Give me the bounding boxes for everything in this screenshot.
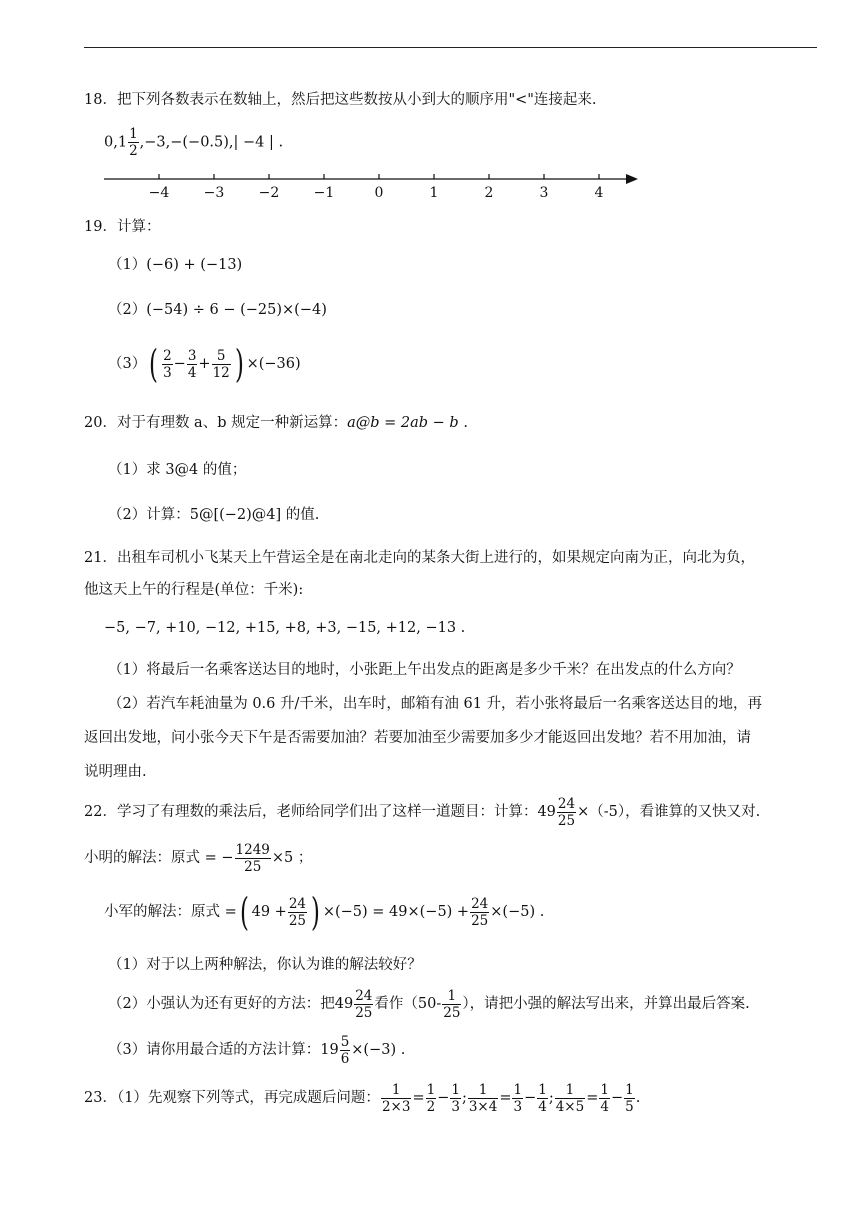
q21-line2: 他这天上午的行程是(单位：千米): <box>84 582 304 598</box>
q18-numbers-before: 0,1 <box>104 134 128 151</box>
q22-jun-fraction2: $\frac{24}{25}$ <box>471 895 489 929</box>
q22-mixed-int: 49 <box>537 804 556 820</box>
q22-part3-fraction: $\frac{5}{6}$ <box>340 1033 350 1067</box>
q23-eq3-lhs: $\frac{1}{4\times 5}$ <box>555 1081 585 1115</box>
q22-jun-fraction: $\frac{24}{25}$ <box>288 895 306 929</box>
q21-line1: 21．出租车司机小飞某天上午营运全是在南北走向的某条大街上进行的，如果规定向南为正，向北为负， <box>84 550 755 566</box>
number-line-label: −2 <box>258 185 280 201</box>
q22-part2-label: （2）小强认为还有更好的方法：把 <box>108 996 335 1012</box>
q23-end: . <box>635 1090 641 1106</box>
q22-part2-mid: 看作（50- <box>374 996 442 1012</box>
q19-part1 <box>108 255 242 275</box>
fraction-5-12: $\frac{5}{12}$ <box>212 347 230 381</box>
number-line-label: 3 <box>539 185 549 201</box>
q22-part3-label: （3）请你用最合适的方法计算： <box>108 1042 321 1058</box>
number-line-label: −4 <box>148 185 170 201</box>
q21-data-values: −5, −7, +10, −12, +15, +8, +3, −15, +12, −13 <box>104 620 457 636</box>
q18-text: 18．把下列各数表示在数轴上，然后把这些数按从小到大的顺序用"<"连接起来. <box>84 92 597 108</box>
q20-text <box>84 413 468 433</box>
q23-eq2-lhs: $\frac{1}{3\times 4}$ <box>468 1081 498 1115</box>
number-line-label: −1 <box>313 185 335 201</box>
q22-part2-end: ），请把小强的解法写出来，并算出最后答案. <box>462 996 750 1012</box>
q21-part2-line1: （2）若汽车耗油量为 0.6 升/千米，出车时，邮箱有油 61 升，若小张将最后一名乘客送达目的地，再 <box>108 696 763 712</box>
q22-part2-fraction2: $\frac{1}{25}$ <box>443 987 461 1021</box>
q22-jun <box>104 892 544 932</box>
q21-part2-line2: 返回出发地，问小张今天下午是否需要加油？若要加油至少需要加多少才能返回出发地？若不用加油，请 <box>84 730 751 746</box>
q20-part2-end: 的值. <box>281 507 320 523</box>
q19-part1-expression: (−6) + (−13) <box>146 257 243 273</box>
q23-eq1-b: $\frac{1}{3}$ <box>451 1081 460 1115</box>
q23-line <box>84 1078 640 1118</box>
number-line-arrow <box>626 174 638 184</box>
q20-part1: （1）求 3@4 的值； <box>108 462 247 478</box>
q21-part2-line3: 说明理由. <box>84 764 147 780</box>
fraction-3-4: $\frac{3}{4}$ <box>187 347 197 381</box>
minus-sign: − <box>610 1090 624 1106</box>
right-paren: ) <box>234 342 244 386</box>
q23-eq1-lhs: $\frac{1}{2\times 3}$ <box>381 1081 411 1115</box>
q19-part2 <box>108 300 327 320</box>
q22-jun-middle: ×(−5) = 49×(−5) + <box>322 904 470 920</box>
q22-part2-int: 49 <box>334 996 354 1012</box>
q22-part1: （1）对于以上两种解法，你认为谁的解法较好？ <box>108 957 422 973</box>
equals-sign: = <box>499 1090 512 1106</box>
q20-rule-end: . <box>458 415 468 431</box>
q22-ming-end: ×5 ； <box>271 850 313 866</box>
number-line-label: 1 <box>429 185 439 201</box>
header-rule <box>84 47 817 48</box>
q19-part3-tail: ×(−36) <box>246 356 301 372</box>
q22-line1 <box>84 792 760 832</box>
q20-part2-label: （2）计算： <box>108 507 190 523</box>
q19-part2-expression: (−54) ÷ 6 − (−25)×(−4) <box>146 302 327 318</box>
number-line-label: 2 <box>484 185 494 201</box>
plus-sign: + <box>198 356 211 372</box>
number-line-label: 4 <box>594 185 604 201</box>
q22-intro: 22．学习了有理数的乘法后，老师给同学们出了这样一道题目：计算： <box>84 804 538 820</box>
q22-part2 <box>108 984 750 1024</box>
number-line-label: 0 <box>374 185 384 201</box>
equals-sign: = <box>412 1090 425 1106</box>
q23-intro: 23．（1）先观察下列等式，再完成题后问题： <box>84 1090 380 1106</box>
left-paren: ( <box>239 890 249 934</box>
q22-ming <box>84 838 312 878</box>
q22-jun-end: ×(−5) . <box>490 904 545 920</box>
q18-half-fraction: $\frac{1}{2}$ <box>129 126 138 159</box>
q22-part2-fraction: $\frac{24}{25}$ <box>355 987 373 1021</box>
q19-text: 19．计算： <box>84 219 161 235</box>
separator: ; <box>461 1090 467 1106</box>
q22-part3-int: 19 <box>320 1042 339 1058</box>
q18-numbers <box>104 126 283 159</box>
minus-sign: − <box>437 1090 450 1106</box>
equals-sign: = <box>586 1090 599 1106</box>
q22-ming-label: 小明的解法：原式 = − <box>84 850 234 866</box>
q19-part2-number: （2） <box>108 302 147 318</box>
q22-fraction: $\frac{24}{25}$ <box>557 795 576 829</box>
q20-intro: 20．对于有理数 a、b 规定一种新运算： <box>84 415 348 431</box>
q21-data-end: . <box>456 620 466 636</box>
number-line-label: −3 <box>203 185 225 201</box>
q23-eq2-b: $\frac{1}{4}$ <box>538 1081 547 1115</box>
q19-part1-number: （1） <box>108 257 147 273</box>
fraction-2-3: $\frac{2}{3}$ <box>163 347 172 381</box>
q18-numbers-after: ,−3,−(−0.5),| −4 | . <box>139 134 284 151</box>
q22-part3 <box>108 1030 405 1070</box>
q22-jun-open: 49 + <box>251 904 287 920</box>
q22-jun-label: 小军的解法：原式 = <box>104 904 237 920</box>
q23-eq3-b: $\frac{1}{5}$ <box>625 1081 634 1115</box>
q21-data <box>104 618 465 638</box>
separator: ; <box>548 1090 554 1106</box>
q20-rule: a@b = 2ab − b <box>347 415 459 431</box>
q19-part3-number: （3） <box>108 356 147 372</box>
q20-part2 <box>108 505 319 525</box>
q23-eq1-a: $\frac{1}{2}$ <box>426 1081 436 1115</box>
q20-part2-expression: 5@[(−2)@4] <box>189 507 282 523</box>
q23-eq3-a: $\frac{1}{4}$ <box>600 1081 609 1115</box>
q21-part1: （1）将最后一名乘客送达目的地时，小张距上午出发点的距离是多少千米？在出发点的什么方向？ <box>108 662 741 678</box>
minus-sign: − <box>173 356 186 372</box>
right-paren: ) <box>310 890 320 934</box>
number-line <box>100 166 645 202</box>
q23-eq2-a: $\frac{1}{3}$ <box>513 1081 523 1115</box>
q19-part3 <box>108 344 301 384</box>
q22-part3-end: ×(−3) . <box>351 1042 406 1058</box>
left-paren: ( <box>149 342 159 386</box>
q22-intro-end: ×（-5），看谁算的又快又对. <box>577 804 761 820</box>
minus-sign: − <box>524 1090 537 1106</box>
q22-ming-fraction: $\frac{1249}{25}$ <box>235 841 270 875</box>
